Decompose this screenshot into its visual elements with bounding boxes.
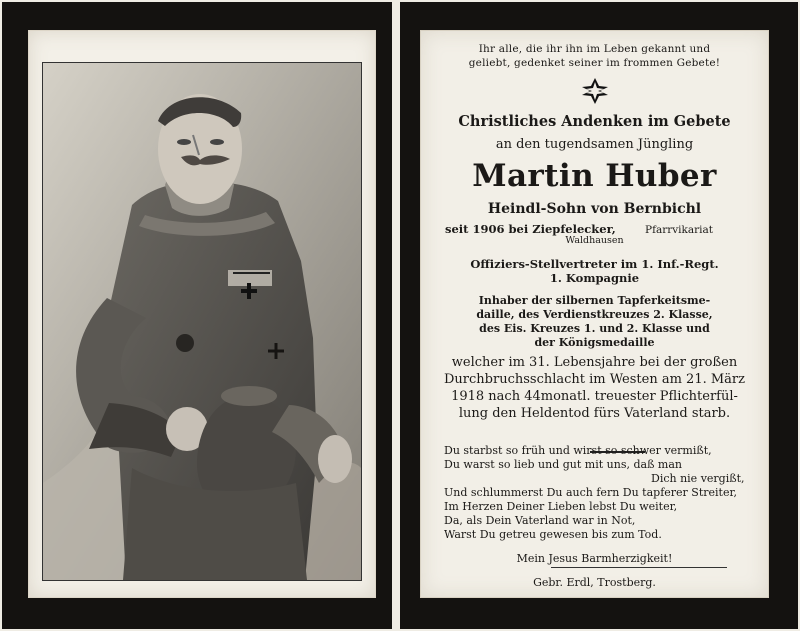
footer-divider — [551, 567, 727, 568]
lineage-line: Heindl-Sohn von Bernbichl — [487, 201, 702, 217]
intro-line-2: geliebt, gedenket seiner im frommen Gebete! — [468, 57, 721, 69]
verse-line-2: Du warst so lieb und gut mit uns, daß man — [444, 458, 682, 471]
story-line-1: welcher im 31. Lebensjahre bei der großen — [451, 355, 738, 370]
parish-line: Pfarrvikariat — [645, 224, 714, 236]
memorial-text-sheet — [420, 30, 769, 598]
story-line-3: 1918 nach 44monatl. treuester Pflichterfül- — [451, 389, 738, 404]
honors-line-2: daille, des Verdienstkreuzes 2. Klasse, — [476, 308, 713, 321]
story-line-4: lung den Heldentod fürs Vaterland starb. — [458, 406, 731, 421]
printer-line: Gebr. Erdl, Trostberg. — [533, 576, 656, 589]
memorial-subheading: an den tugendsamen Jüngling — [495, 137, 694, 152]
deceased-name: Martin Huber — [472, 158, 717, 194]
soldier-portrait — [42, 62, 362, 581]
verse-line-4: Und schlummerst Du auch fern Du tapferer Streiter, — [444, 486, 738, 499]
verse-line-7: Warst Du getreu gewesen bis zum Tod. — [444, 528, 662, 541]
memorial-heading: Christliches Andenken im Gebete — [458, 113, 731, 130]
prayer-line: Mein Jesus Barmherzigkeit! — [516, 552, 673, 565]
verse-line-6: Da, als Dein Vaterland war in Not, — [444, 514, 636, 527]
intro-line-1: Ihr alle, die ihr ihn im Leben gekannt und — [478, 43, 711, 55]
rank-line-2: 1. Kompagnie — [549, 271, 640, 285]
verse-line-5: Im Herzen Deiner Lieben lebst Du weiter, — [444, 500, 678, 513]
parish-location: Waldhausen — [565, 235, 624, 246]
residence-line: seit 1906 bei Ziepfelecker, — [445, 222, 616, 236]
honors-line-3: des Eis. Kreuzes 1. und 2. Klasse und — [479, 322, 710, 335]
verse-line-3: Dich nie vergißt, — [651, 472, 745, 485]
verse-line-1: Du starbst so früh und wirst so schwer vermißt, — [444, 444, 712, 457]
honors-line-1: Inhaber der silbernen Tapferkeitsme- — [478, 294, 711, 307]
story-line-2: Durchbruchsschlacht im Westen am 21. März — [444, 372, 745, 387]
honors-line-4: der Königsmedaille — [534, 336, 655, 349]
iron-cross-icon — [581, 77, 609, 105]
rank-line-1: Offiziers-Stellvertreter im 1. Inf.-Regt. — [470, 257, 719, 271]
